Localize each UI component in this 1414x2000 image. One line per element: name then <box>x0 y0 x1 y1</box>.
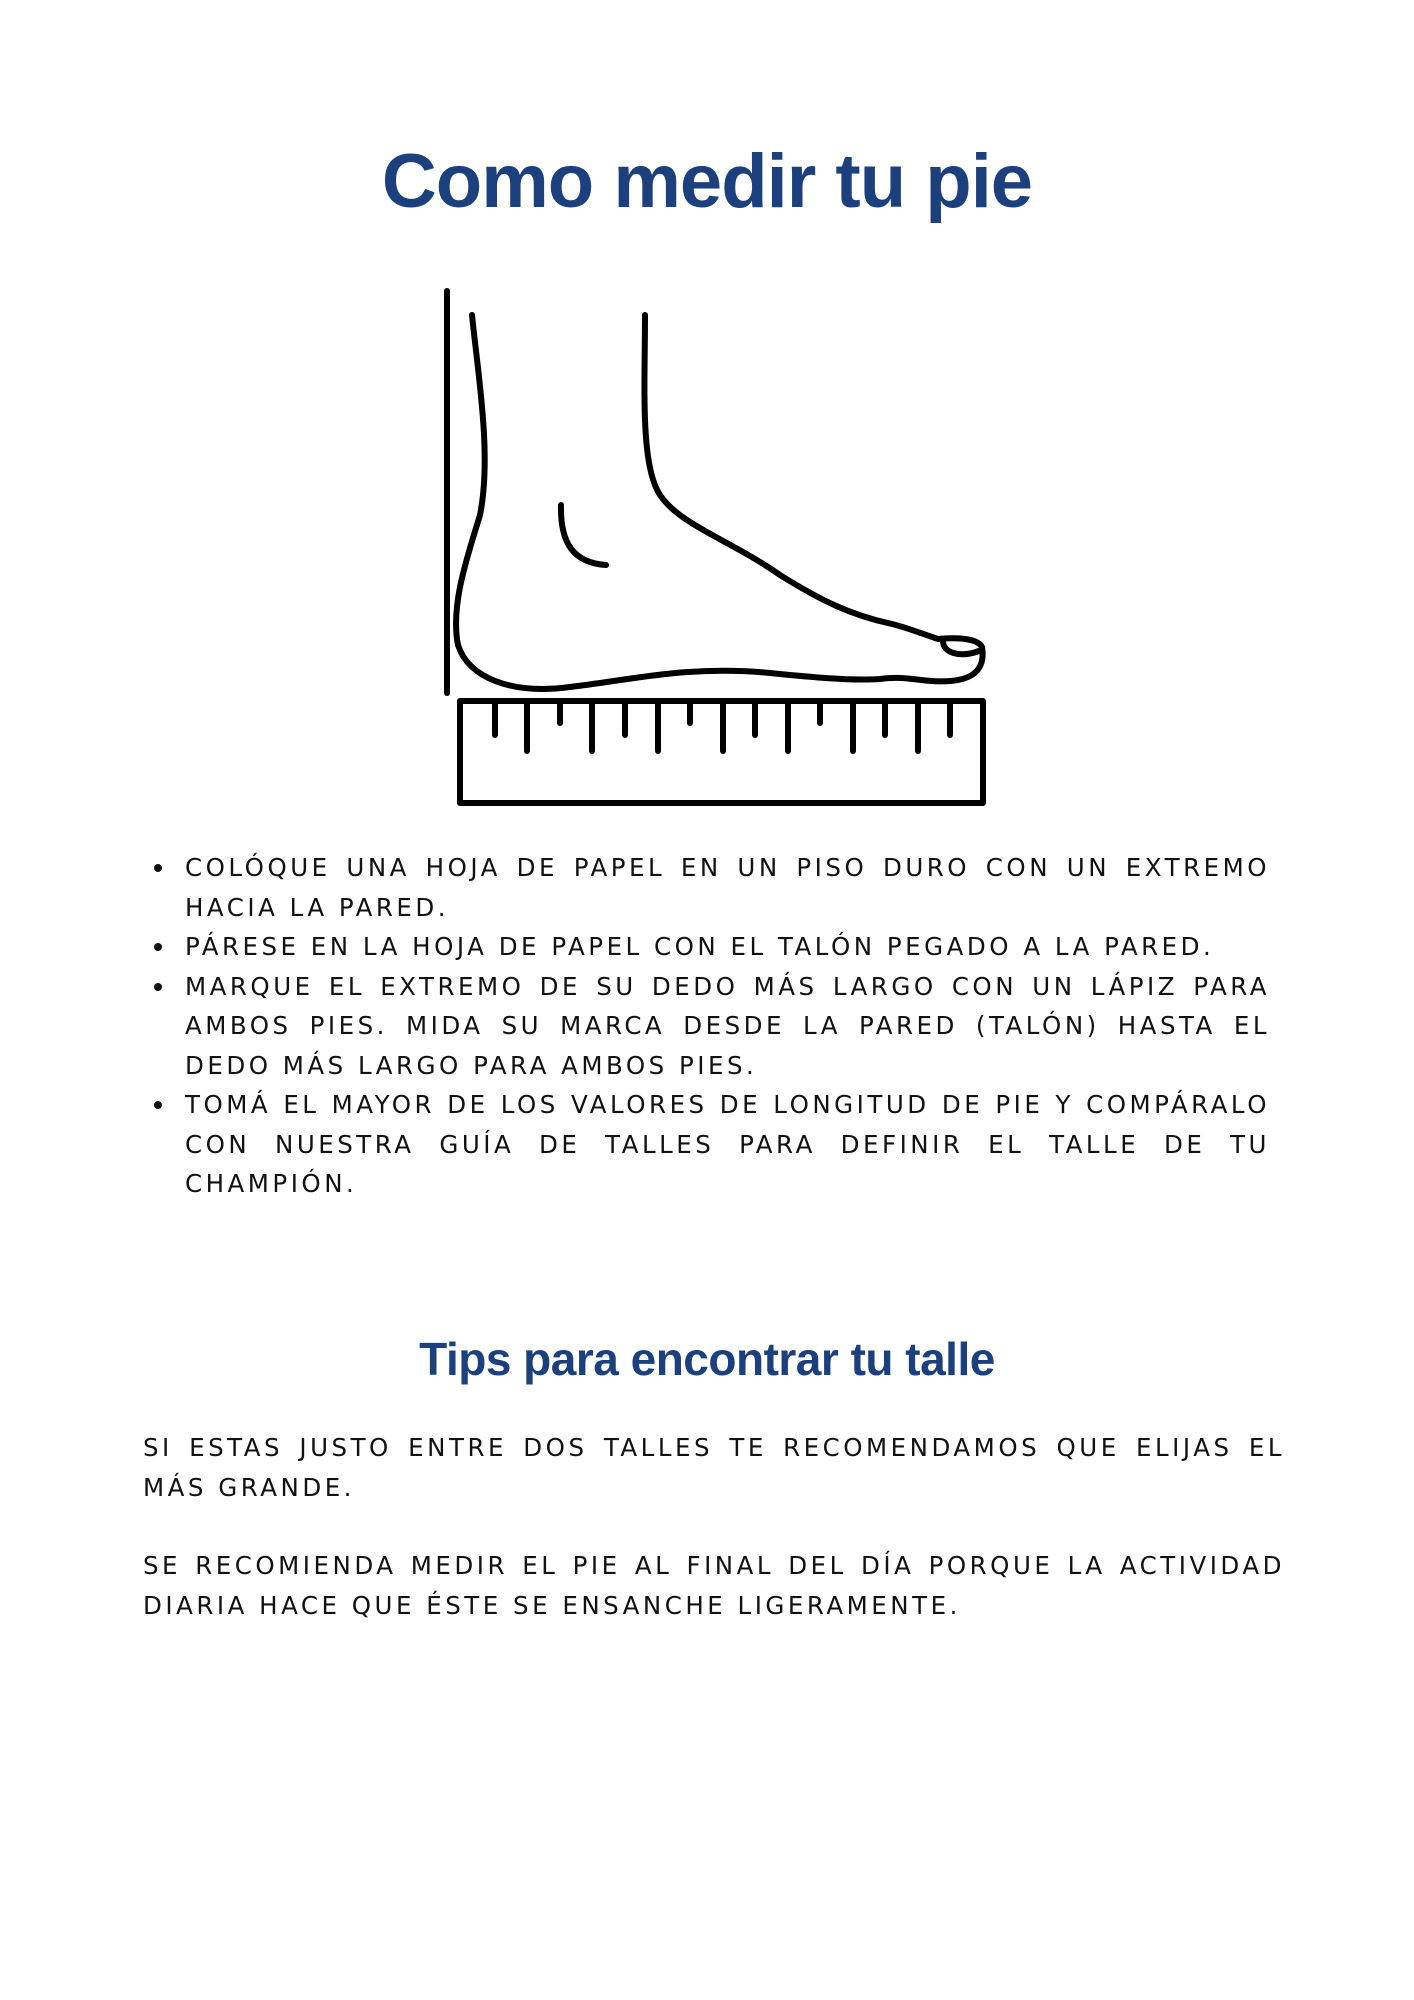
instruction-text: COLÓQUE UNA HOJA DE PAPEL EN UN PISO DURO CON UN EXTREMO HACIA LA PARED. <box>185 853 1270 922</box>
instruction-item <box>185 1085 1270 1204</box>
tip-paragraph: SE RECOMIENDA MEDIR EL PIE AL FINAL DEL DÍA PORQUE LA ACTIVIDAD DIARIA HACE QUE ÉSTE SE ENSANCHE LIGERAMENTE. <box>143 1551 1285 1620</box>
instructions-list <box>150 848 1270 1204</box>
bullet-icon <box>154 983 162 991</box>
bullet-icon <box>154 864 162 872</box>
bullet-icon <box>154 943 162 951</box>
tips-heading: Tips para encontrar tu talle <box>419 1333 995 1385</box>
instruction-item <box>185 927 1270 967</box>
foot-outline <box>456 315 983 689</box>
instruction-text: MARQUE EL EXTREMO DE SU DEDO MÁS LARGO CON UN LÁPIZ PARA AMBOS PIES. MIDA SU MARCA DESDE LA PARED (TALÓN) HASTA EL DEDO MÁS LARGO PARA AMBOS PIES. <box>185 971 1270 1080</box>
instruction-item <box>185 967 1270 1086</box>
tip-paragraph: SI ESTAS JUSTO ENTRE DOS TALLES TE RECOMENDAMOS QUE ELIJAS EL MÁS GRANDE. <box>143 1433 1285 1502</box>
page-title: Como medir tu pie <box>381 139 1033 224</box>
foot-on-ruler-icon <box>430 285 990 825</box>
instruction-text: PÁRESE EN LA HOJA DE PAPEL CON EL TALÓN PEGADO A LA PARED. <box>185 932 1215 961</box>
ruler-ticks <box>495 701 950 751</box>
bullet-icon <box>154 1101 162 1109</box>
ankle-curve <box>561 505 606 565</box>
instruction-item <box>185 848 1270 927</box>
instruction-text: TOMÁ EL MAYOR DE LOS VALORES DE LONGITUD DE PIE Y COMPÁRALO CON NUESTRA GUÍA DE TALLES PARA DEFINIR EL TALLE DE TU CHAMPIÓN. <box>185 1090 1270 1198</box>
